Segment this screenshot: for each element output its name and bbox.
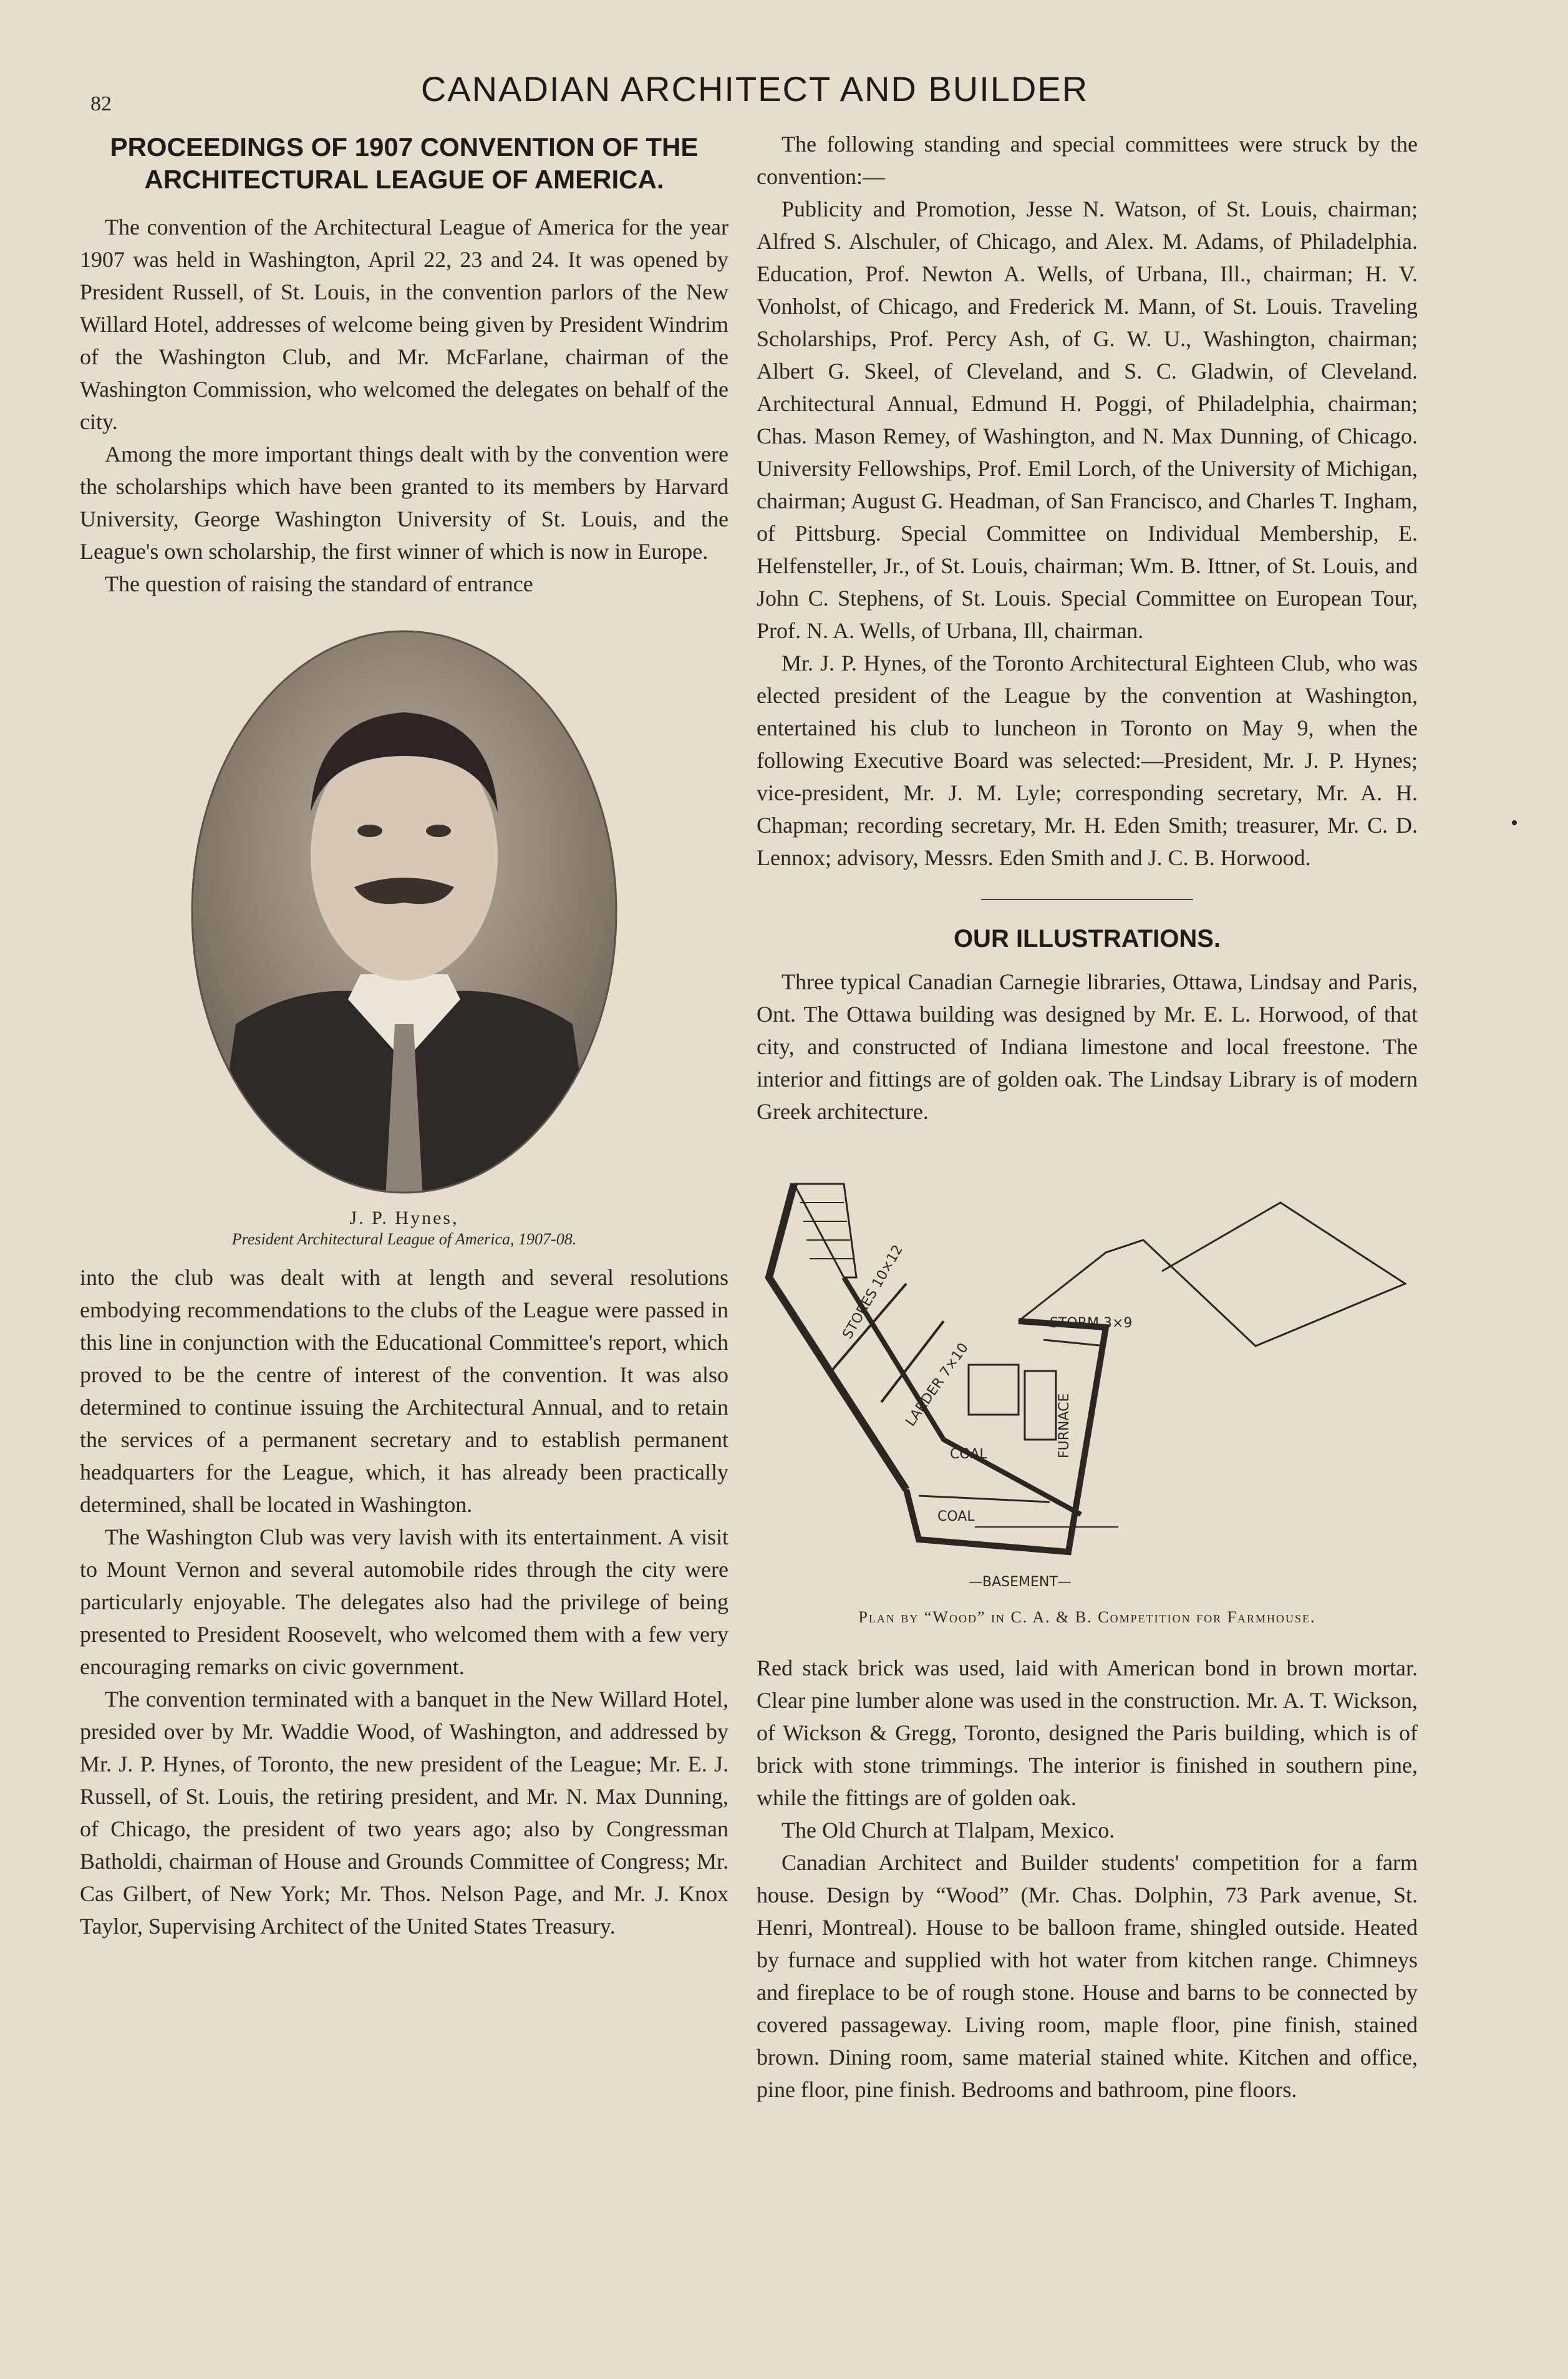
left-column — [80, 131, 728, 1942]
paragraph: Red stack brick was used, laid with American bond in brown mortar. Clear pine lumber alone was used in the construction. Mr. A. T. Wickson, of Wickson & Gregg, Toronto, designed the Paris building, which is of brick with stone trimmings. The interior is finished in southern pine, while the fittings are of golden oak. — [757, 1655, 1418, 1810]
article-title: PROCEEDINGS OF 1907 CONVENTION OF THE ARCHITECTURAL LEAGUE OF AMERICA. — [110, 132, 699, 194]
paragraph: Publicity and Promotion, Jesse N. Watson, of St. Louis, chairman; Alfred S. Alschuler, of Chicago, and Alex. M. Adams, of Philadelphia. Education, Prof. Newton A. Wells, of Urbana, Ill., chairman; H. V. Vonholst, of Chicago, and Frederick M. Mann, of St. Louis. Traveling Scholarships, Prof. Percy Ash, of G. W. U., Washington, chairman; Albert G. Skeel, of Cleveland, and S. C. Gladwin, of Cleveland. Architectural Annual, Edmund H. Poggi, of Philadelphia, chairman; Chas. Mason Remey, of Washington, and N. Max Dunning, of Chicago. University Fellowships, Prof. Emil Lorch, of the University of Michigan, chairman; August G. Headman, of San Francisco, and Charles T. Ingham, of Pittsburg. Special Committee on Individual Membership, E. Helfensteller, Jr., of St. Louis, chairman; Wm. B. Ittner, of St. Louis, and John C. Stephens, of St. Louis. Special Committee on European Tour, Prof. N. A. Wells, of Urbana, Ill, chairman. — [757, 196, 1418, 643]
plan-label-stores: STORES 10×12 — [840, 1242, 906, 1342]
photo-caption-title: President Architectural League of America, 1907-08. — [231, 1230, 577, 1248]
paragraph: The Old Church at Tlalpam, Mexico. — [782, 1818, 1115, 1843]
paragraph: The following standing and special committees were struck by the convention:— — [757, 132, 1418, 189]
paragraph: The question of raising the standard of entrance — [105, 571, 533, 596]
plan-caption: Plan by “Wood” in C. A. & B. Competition for Farmhouse. — [858, 1608, 1316, 1626]
paragraph: The convention terminated with a banquet in the New Willard Hotel, presided over by Mr. Waddie Wood, of Washington, and addressed by Mr. J. P. Hynes, of Toronto, the new president of the League; Mr. E. J. Russell, of St. Louis, the retiring president, and Mr. N. Max Dunning, of Chicago, the president of two years ago; also by Congressman Batholdi, chairman of House and Grounds Committee of Congress; Mr. Cas Gilbert, of New York; Mr. Thos. Nelson Page, and Mr. J. Knox Taylor, Supervising Architect of the United States Treasury. — [80, 1687, 728, 1939]
plan-label-storm: STORM 3×9 — [1050, 1315, 1133, 1331]
print-speck — [1512, 820, 1517, 825]
paragraph: Among the more important things dealt with by the convention were the scholarships which have been granted to its members by Harvard University, George Washington University of St. Louis, and the League's own scholarship, the first winner of which is now in Europe. — [80, 442, 728, 564]
paragraph: Three typical Canadian Carnegie libraries, Ottawa, Lindsay and Paris, Ont. The Ottawa building was designed by Mr. E. L. Horwood, of that city, and constructed of Indiana limestone and local freestone. The interior and fittings are of golden oak. The Lindsay Library is of modern Greek architecture. — [757, 969, 1418, 1124]
section-title: OUR ILLUSTRATIONS. — [953, 925, 1221, 952]
running-head: CANADIAN ARCHITECT AND BUILDER — [420, 69, 1089, 109]
paragraph: The convention of the Architectural League of America for the year 1907 was held in Washington, April 22, 23 and 24. It was opened by President Russell, of St. Louis, in the convention parlors of the New Willard Hotel, addresses of welcome being given by President Windrim of the Washington Club, and Mr. McFarlane, chairman of the Washington Commission, who welcomed the delegates on behalf of the city. — [80, 215, 728, 434]
photo-caption-name: J. P. Hynes, — [349, 1208, 459, 1228]
basement-plan-drawing — [757, 1165, 1418, 1602]
plan-label-basement: —BASEMENT— — [969, 1574, 1072, 1590]
right-column — [757, 128, 1418, 2106]
paragraph: Canadian Architect and Builder students' competition for a farm house. Design by “Wood” (Mr. Chas. Dolphin, 73 Park avenue, St. Henri, Montreal). House to be balloon frame, shingled outside. Heated by furnace and supplied with hot water from kitchen range. Chimneys and fireplace to be of rough stone. House and barns to be connected by covered passageway. Living room, maple floor, pine finish, stained brown. Dining room, same material stained white. Kitchen and office, pine floor, pine finish. Bedrooms and bathroom, pine floors. — [757, 1850, 1418, 2102]
section-divider — [981, 899, 1193, 900]
portrait-photo — [186, 625, 622, 1199]
plan-label-larder: LARDER 7×10 — [903, 1340, 972, 1430]
plan-label-coal-lower: COAL — [937, 1509, 975, 1524]
plan-label-coal-upper: COAL — [950, 1446, 987, 1462]
paragraph: The Washington Club was very lavish with its entertainment. A visit to Mount Vernon and several automobile rides through the city were particularly enjoyable. The delegates also had the privilege of being presented to President Roosevelt, who welcomed them with a few very encouraging remarks on civic government. — [80, 1524, 728, 1679]
paragraph: into the club was dealt with at length and several resolutions embodying recommendations to the clubs of the League were passed in this line in conjunction with the Educational Committee's report, which proved to be the centre of interest of the convention. It was also determined to continue issuing the Architectural Annual, and to retain the services of a permanent secretary and to establish permanent headquarters for the League, which, it has already been practically determined, shall be located in Washington. — [80, 1265, 728, 1517]
portrait-figure — [80, 625, 728, 1249]
page-number: 82 — [90, 92, 112, 115]
plan-label-furnace: FURNACE — [1057, 1393, 1072, 1458]
paragraph: Mr. J. P. Hynes, of the Toronto Architectural Eighteen Club, who was elected president of the League by the convention at Washington, entertained his club to luncheon in Toronto on May 9, when the following Executive Board was selected:—President, Mr. J. P. Hynes; vice-president, Mr. J. M. Lyle; corresponding secretary, Mr. A. H. Chapman; recording secretary, Mr. H. Eden Smith; treasurer, Mr. C. D. Lennox; advisory, Messrs. Eden Smith and J. C. B. Horwood. — [757, 651, 1418, 870]
